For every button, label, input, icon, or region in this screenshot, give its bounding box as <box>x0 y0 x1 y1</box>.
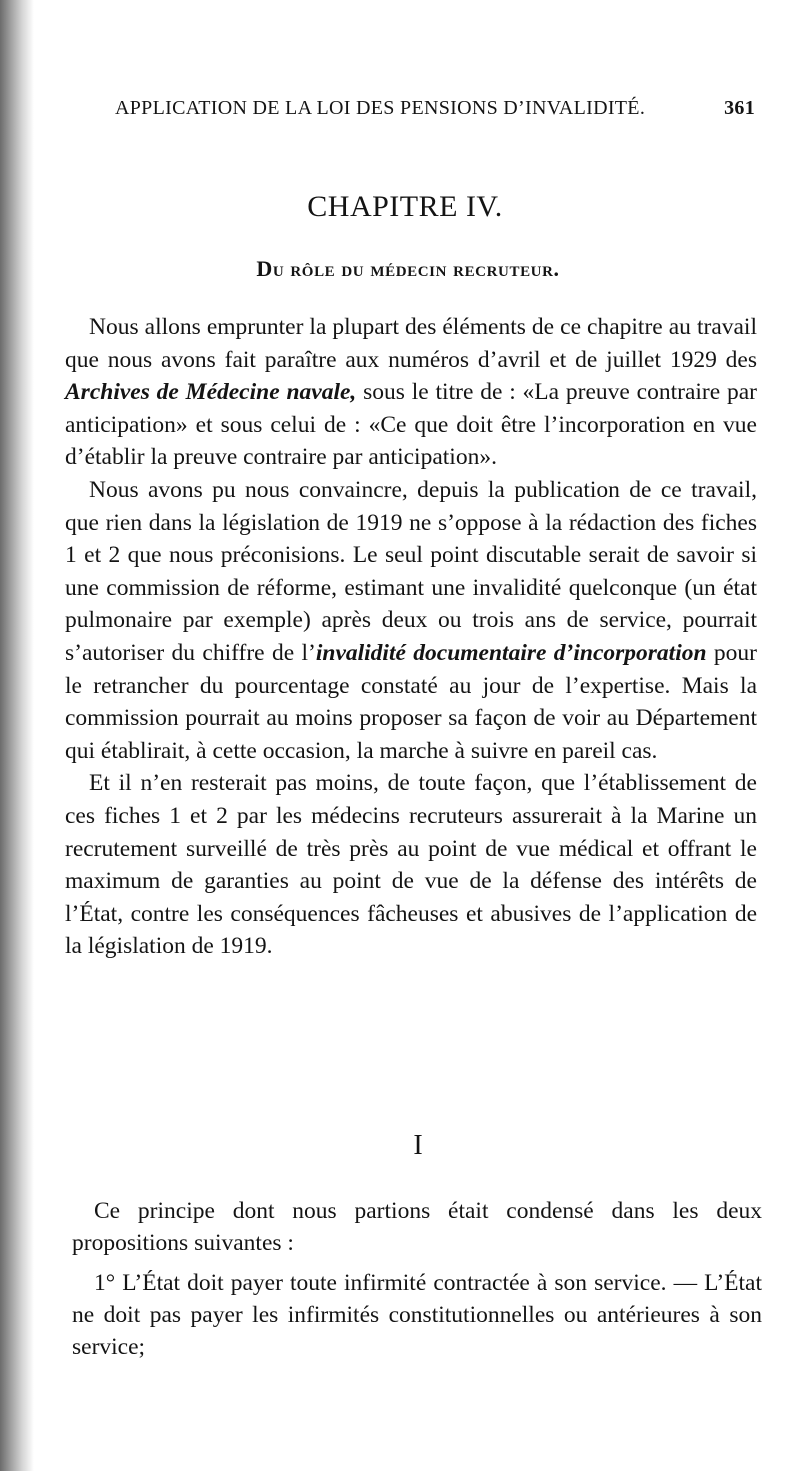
journal-title: Archives de Médecine navale, <box>65 379 357 406</box>
section-body <box>72 1195 762 1371</box>
section-numeral: I <box>413 1130 423 1161</box>
chapter-subtitle: Du rôle du médecin recruteur. <box>256 256 560 281</box>
paragraph: Nous allons emprunter la plupart des éléments de ce chapitre au travail que nous avons fait paraître aux numéros d’avril et de juillet 1929 des Archives de Médecine navale, sous le titre de : «La preuve contraire par anticipation» et sous celui de : «Ce que doit être l’incorporation en vue d’établir la preuve contraire par anticipation». <box>65 314 758 471</box>
chapter-title: CHAPITRE IV. <box>307 190 503 223</box>
page-number: 361 <box>724 97 755 119</box>
emphasized-term: invalidité documentaire d’incorporation <box>315 639 707 666</box>
paragraph: 1° L’État doit payer toute infirmité contractée à son service. — L’État ne doit pas payer les infirmités constitutionnelles ou antérieures à son service; <box>72 1270 762 1360</box>
chapter-body <box>65 311 757 963</box>
paragraph: Ce principe dont nous partions était condensé dans les deux propositions suivantes : <box>72 1198 762 1256</box>
paragraph: Nous avons pu nous convaincre, depuis la publication de ce travail, que rien dans la législation de 1919 ne s’oppose à la rédaction des fiches 1 et 2 que nous préconisions. Le seul point discutable serait de savoir si une commission de réforme, estimant une invalidité quelconque (un état pulmonaire par exemple) après deux ou trois ans de service, pourrait s’autoriser du chiffre de l’invalidité documentaire d’incorporation pour le retrancher du pourcentage constaté au jour de l’expertise. Mais la commission pourrait au moins proposer sa façon de voir au Département qui établirait, à cette occasion, la marche à suivre en pareil cas. <box>65 476 758 764</box>
paragraph: Et il n’en resterait pas moins, de toute façon, que l’établissement de ces fiches 1 et 2 par les médecins recruteurs assurerait à la Marine un recrutement surveillé de très près au point de vue médical et offrant le maximum de garanties au point de vue de la défense des intérêts de l’État, contre les conséquences fâcheuses et abusives de l’application de la législation de 1919. <box>65 770 757 960</box>
running-head <box>115 97 755 120</box>
running-title: APPLICATION DE LA LOI DES PENSIONS D’INVALIDITÉ. <box>115 97 646 119</box>
